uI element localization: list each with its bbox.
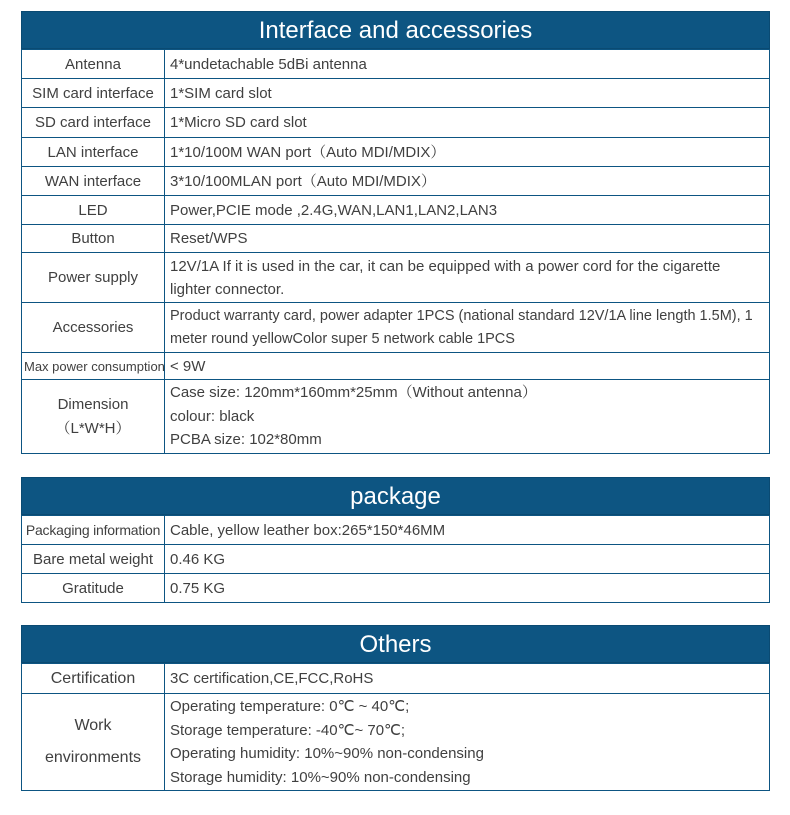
row-label: LED — [22, 196, 165, 225]
others-section — [21, 625, 770, 791]
row-value: 12V/1A If it is used in the car, it can be equipped with a power cord for the cigarette lighter connector. — [165, 253, 770, 303]
row-value: 4*undetachable 5dBi antenna — [165, 50, 770, 79]
dimension-label: Dimension — [57, 396, 129, 413]
row-value: 0.75 KG — [165, 574, 770, 603]
table-row — [22, 694, 770, 791]
row-label: SD card interface — [22, 108, 165, 138]
row-value: Product warranty card, power adapter 1PCS (national standard 12V/1A line length 1.5M), 1 meter round yellowColor super 5 network cable 1PCS — [165, 303, 770, 353]
others-header: Others — [21, 625, 770, 663]
row-label — [22, 380, 165, 454]
table-row — [22, 225, 770, 253]
row-value: Reset/WPS — [165, 225, 770, 253]
table-row — [22, 167, 770, 196]
row-label: SIM card interface — [22, 79, 165, 108]
interface-table — [21, 49, 770, 454]
table-row — [22, 79, 770, 108]
row-label: Power supply — [22, 253, 165, 303]
row-label: Packaging information — [22, 516, 165, 545]
row-label: WAN interface — [22, 167, 165, 196]
row-label: Button — [22, 225, 165, 253]
dimension-sublabel: （L*W*H） — [55, 419, 131, 437]
others-table — [21, 663, 770, 791]
value-line: Storage humidity: 10%~90% non-condensing — [170, 768, 471, 786]
row-value — [165, 380, 770, 454]
row-label — [22, 694, 165, 791]
row-value: Power,PCIE mode ,2.4G,WAN,LAN1,LAN2,LAN3 — [165, 196, 770, 225]
table-row — [22, 545, 770, 574]
value-line: Case size: 120mm*160mm*25mm（Without antenna） — [170, 384, 537, 402]
row-label: Antenna — [22, 50, 165, 79]
table-row — [22, 574, 770, 603]
row-label: Bare metal weight — [22, 545, 165, 574]
table-row — [22, 50, 770, 79]
row-value: 0.46 KG — [165, 545, 770, 574]
row-label: Max power consumption — [22, 353, 165, 380]
value-line: colour: black — [170, 407, 255, 425]
interface-header: Interface and accessories — [21, 11, 770, 49]
table-row — [22, 664, 770, 694]
row-label: Gratitude — [22, 574, 165, 603]
value-line: Storage temperature: -40℃~ 70℃; — [170, 721, 406, 739]
row-label: Certification — [22, 664, 165, 694]
row-label: Accessories — [22, 303, 165, 353]
interface-section — [21, 11, 770, 454]
row-value — [165, 694, 770, 791]
table-row — [22, 516, 770, 545]
value-line: Operating humidity: 10%~90% non-condensing — [170, 745, 484, 762]
table-row — [22, 108, 770, 138]
table-row — [22, 303, 770, 353]
row-value: < 9W — [165, 353, 770, 380]
table-row — [22, 138, 770, 167]
row-value: 1*Micro SD card slot — [165, 108, 770, 138]
row-value: 1*SIM card slot — [165, 79, 770, 108]
table-row — [22, 353, 770, 380]
row-value: 3*10/100MLAN port（Auto MDI/MDIX） — [165, 167, 770, 196]
table-row — [22, 380, 770, 454]
row-value: 1*10/100M WAN port（Auto MDI/MDIX） — [165, 138, 770, 167]
row-value: 3C certification,CE,FCC,RoHS — [165, 664, 770, 694]
row-label: LAN interface — [22, 138, 165, 167]
table-row — [22, 196, 770, 225]
work-label: Work — [74, 717, 112, 734]
table-row — [22, 253, 770, 303]
package-section — [21, 477, 770, 603]
work-sublabel: environments — [44, 749, 142, 766]
value-line: PCBA size: 102*80mm — [170, 431, 322, 449]
row-value: Cable, yellow leather box:265*150*46MM — [165, 516, 770, 545]
package-header: package — [21, 477, 770, 515]
package-table — [21, 515, 770, 603]
value-line: Operating temperature: 0℃ ~ 40℃; — [170, 698, 410, 715]
